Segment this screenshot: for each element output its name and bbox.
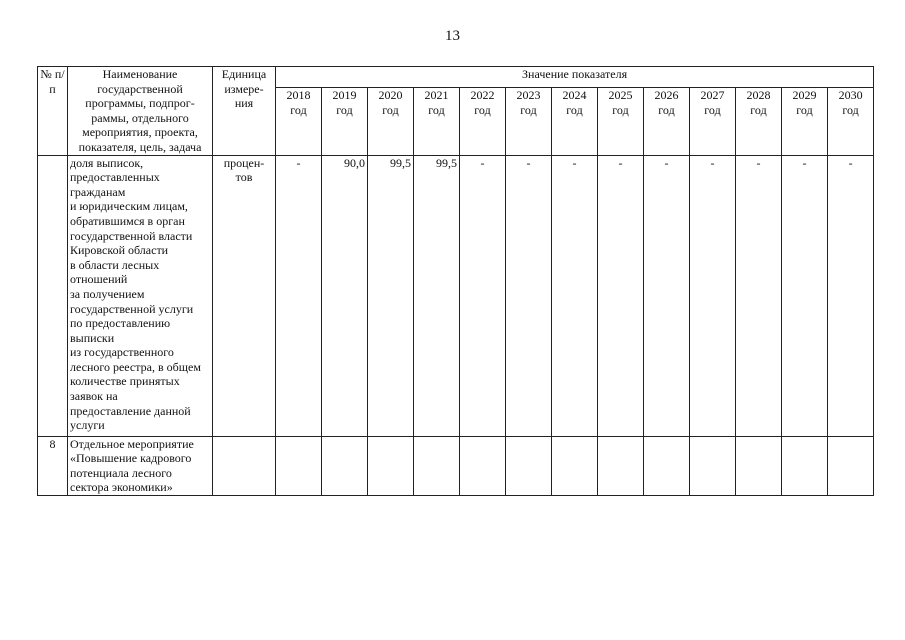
header-year: 2019 год — [322, 88, 368, 155]
row-name-line: и юридическим лицам, — [70, 199, 188, 214]
header-year: 2026 год — [644, 88, 690, 155]
row-value: - — [552, 155, 598, 436]
header-year: 2023 год — [506, 88, 552, 155]
row-value: - — [736, 155, 782, 436]
row-value: - — [276, 155, 322, 436]
row-value — [368, 436, 414, 495]
row-name-line: из государственного — [70, 345, 174, 360]
row-name — [68, 436, 213, 495]
header-year: 2021 год — [414, 88, 460, 155]
header-name: Наименование государственной программы, подпрог- раммы, отдельного мероприятия, проекта, показателя, цель, задача — [68, 67, 213, 156]
row-value — [782, 436, 828, 495]
row-value — [276, 436, 322, 495]
row-number — [38, 155, 68, 436]
row-name — [68, 155, 213, 436]
row-value: 99,5 — [414, 155, 460, 436]
row-name-line: по предоставлению — [70, 316, 171, 331]
header-year: 2022 год — [460, 88, 506, 155]
row-value — [552, 436, 598, 495]
row-name-line: количестве принятых — [70, 374, 180, 389]
row-name-line: государственной власти — [70, 228, 193, 243]
header-year: 2024 год — [552, 88, 598, 155]
header-year: 2027 год — [690, 88, 736, 155]
table-row — [38, 436, 874, 495]
page-number: 13 — [445, 28, 460, 44]
row-name-line: Кировской области — [70, 243, 169, 258]
header-year: 2028 год — [736, 88, 782, 155]
row-name-line: услуги — [70, 418, 105, 433]
header-value-group: Значение показателя — [276, 67, 874, 88]
row-value — [460, 436, 506, 495]
row-name-line: выписки — [70, 330, 115, 345]
header-year: 2018 год — [276, 88, 322, 155]
row-value: - — [690, 155, 736, 436]
row-name-line: в области лесных — [70, 257, 160, 272]
table-body — [38, 155, 874, 495]
row-value — [598, 436, 644, 495]
row-value — [828, 436, 874, 495]
row-value — [690, 436, 736, 495]
header-row-top — [38, 67, 874, 88]
row-name-line: лесного реестра, в общем — [70, 359, 201, 374]
row-name-line: обратившимся в орган — [70, 213, 185, 228]
row-unit — [213, 436, 276, 495]
row-name-line: сектора экономики» — [70, 480, 173, 495]
row-name-line: доля выписок, — [70, 155, 144, 170]
header-year: 2020 год — [368, 88, 414, 155]
row-name-line: заявок на — [70, 389, 118, 404]
row-value — [322, 436, 368, 495]
row-number: 8 — [38, 436, 68, 495]
row-value: 90,0 — [322, 155, 368, 436]
row-name-line: за получением — [70, 286, 145, 301]
row-value: 99,5 — [368, 155, 414, 436]
row-value: - — [644, 155, 690, 436]
row-name-line: отношений — [70, 272, 128, 287]
row-value — [644, 436, 690, 495]
header-year: 2025 год — [598, 88, 644, 155]
row-value: - — [460, 155, 506, 436]
row-name-line: государственной услуги — [70, 301, 194, 316]
header-unit: Единица измере- ния — [213, 67, 276, 156]
row-value: - — [598, 155, 644, 436]
row-name-line: «Повышение кадрового — [70, 451, 192, 466]
row-name-line: потенциала лесного — [70, 465, 172, 480]
header-year: 2030 год — [828, 88, 874, 155]
row-value — [506, 436, 552, 495]
row-value — [414, 436, 460, 495]
row-value: - — [506, 155, 552, 436]
header-no: № п/п — [38, 67, 68, 156]
row-name-line: предоставленных — [70, 170, 160, 185]
table-row — [38, 155, 874, 436]
row-value — [736, 436, 782, 495]
row-name-line: гражданам — [70, 184, 126, 199]
row-value: - — [828, 155, 874, 436]
row-unit: процен- тов — [213, 155, 276, 436]
row-name-line: предоставление данной — [70, 403, 191, 418]
row-name-line: Отдельное мероприятие — [70, 436, 194, 451]
indicator-table — [37, 66, 874, 496]
row-value: - — [782, 155, 828, 436]
header-year: 2029 год — [782, 88, 828, 155]
